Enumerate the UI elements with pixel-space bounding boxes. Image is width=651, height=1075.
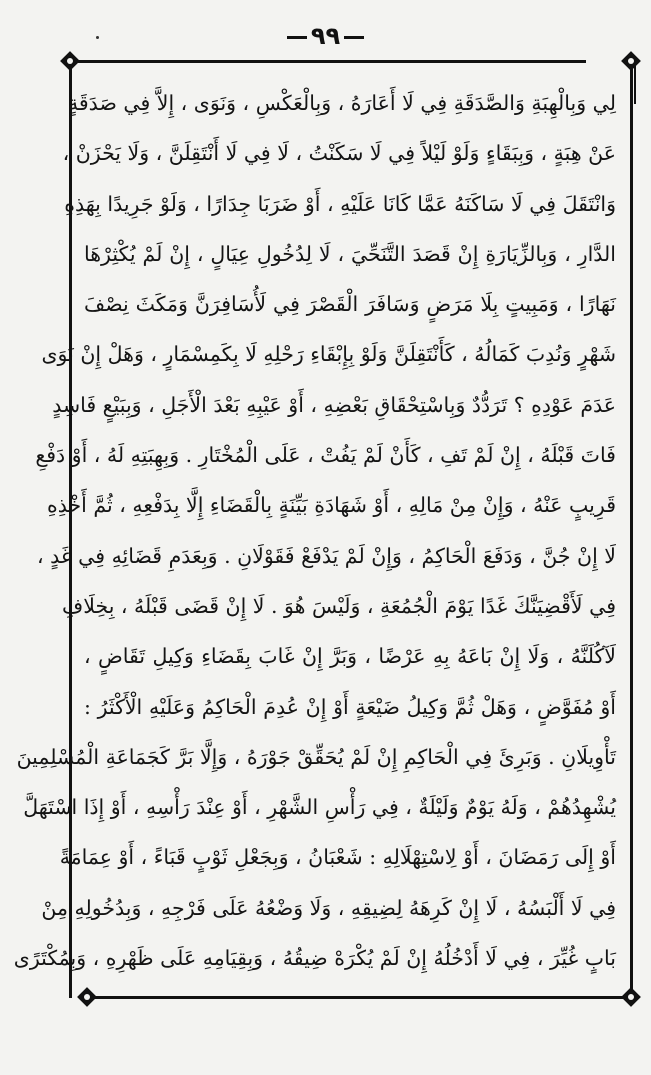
page-number-dash-left	[287, 36, 307, 39]
text-line-11: فِي لَأَقْضِيَنَّكَ غَدًا يَوْمَ الْجُمُعَةِ ، وَلَيْسَ هُوَ . لَا إِنْ قَضَى قَبْلَهُ ، بِخِلَافِ	[61, 593, 616, 618]
text-line-2: عَنْ هِبَةٍ ، وَبِبَقَاءٍ وَلَوْ لَيْلاً فِي لَا سَكَنْتُ ، لَا فِي لَا أَنْتَقِلَنَّ ، وَلَا يَحْزَنْ ،	[62, 141, 616, 166]
text-line-1: لِي وَبِالْهِبَةِ وَالصَّدَقَةِ فِي لَا أَعَارَهُ ، وَبِالْعَكْسِ ، وَنَوَى ، إِلاَّ فِي صَدَقَةٍ	[67, 91, 616, 115]
text-line-13: أَوْ مُفَوَّضٍ ، وَهَلْ ثُمَّ وَكِيلُ ضَيْعَةٍ أَوْ إِنْ عُدِمَ الْحَاكِمُ وَعَلَيْهِ الْأَكْثَرُ :	[84, 694, 616, 719]
frame-corner-ornament-top-left	[60, 51, 80, 71]
text-line-7: عَدَمَ عَوْدِهِ ؟ تَرَدُّدٌ وَبِاسْتِحْقَاقِ بَعْضِهِ ، أَوْ عَيْبِهِ بَعْدَ الْأَجَلِ ، وَبِبَيْعٍ فَاسِدٍ	[52, 392, 616, 417]
page-number: ٩٩	[310, 22, 341, 50]
text-line-17: فِي لَا أَلْبَسُهُ ، لَا إِنْ كَرِهَهُ لِضِيقِهِ ، وَلَا وَضْعُهُ عَلَى فَرْجِهِ ، وَبِدُخُولِهِ مِنْ	[41, 895, 616, 920]
text-line-12: لَآكُلَنَّهُ ، وَلَا إِنْ بَاعَهُ بِهِ عَرْضًا ، وَبَرَّ إِنْ غَابَ بِقَضَاءِ وَكِيلِ تَقَاضٍ ،	[84, 644, 616, 669]
arabic-body-text	[13, 78, 616, 983]
frame-right-border	[630, 62, 633, 998]
frame-bottom-border	[88, 996, 630, 999]
frame-corner-ornament-bottom-right	[621, 987, 641, 1007]
page-number-dash-right	[344, 36, 364, 39]
frame-corner-ornament-bottom-left	[77, 987, 97, 1007]
frame-right-inner-mark	[634, 64, 636, 104]
text-line-15: يُشْهِدُهُمْ ، وَلَهُ يَوْمٌ وَلَيْلَةٌ ، فِي رَأْسِ الشَّهْرِ ، أَوْ عِنْدَ رَأْسِهِ ، أَوْ إِذَا اسْتَهَلَّ	[23, 795, 616, 820]
text-line-4: الدَّارِ ، وَبِالزِّيَارَةِ إِنْ قَصَدَ التَّنَحِّيَ ، لَا لِدُخُولِ عِيَالٍ ، إِنْ لَمْ يُكْثِرْهَا	[84, 241, 616, 266]
text-line-14: تَأْوِيلَانِ . وَبَرِئَ فِي الْحَاكِمِ إِنْ لَمْ يُحَقِّقْ جَوْرَهُ ، وَإِلَّا بَرَّ كَجَمَاعَةِ الْمُسْلِمِينَ	[16, 744, 616, 769]
text-line-8: فَاتَ قَبْلَهُ ، إِنْ لَمْ تَفِ ، كَأَنْ لَمْ يَفُتْ ، عَلَى الْمُخْتَارِ . وَبِهِبَتِهِ لَهُ ، أَوْ دَفْعِ	[35, 443, 616, 468]
frame-corner-ornament-top-right	[621, 51, 641, 71]
text-line-3: وَانْتَقَلَ فِي لَا سَاكَنَهُ عَمَّا كَانَا عَلَيْهِ ، أَوْ ضَرَبَا جِدَارًا ، وَلَوْ جَرِيدًا بِهَذِهِ	[64, 191, 616, 216]
text-line-16: أَوْ إِلَى رَمَضَانَ ، أَوْ لِاسْتِهْلَالِهِ : شَعْبَانُ ، وَبِجَعْلِ ثَوْبٍ قَبَاءً ، أَوْ عِمَامَةً	[59, 845, 616, 870]
text-line-9: قَرِيبٍ عَنْهُ ، وَإِنْ مِنْ مَالِهِ ، أَوْ شَهَادَةِ بَيِّنَةٍ بِالْقَضَاءِ إِلَّا بِدَفْعِهِ ، ثُمَّ أَخْذِهِ	[46, 493, 616, 518]
text-line-5: نَهَارًا ، وَمَبِيتٍ بِلَا مَرَضٍ وَسَافَرَ الْقَصْرَ فِي لَأُسَافِرَنَّ وَمَكَثَ نِصْفَ	[84, 292, 616, 317]
page-number-header	[0, 22, 651, 50]
frame-top-border	[72, 60, 586, 63]
text-line-6: شَهْرٍ وَنُدِبَ كَمَالُهُ ، كَأَنْتَقِلَنَّ وَلَوْ بِإِبْقَاءِ رَحْلِهِ لَا بِكَمِسْمَارٍ ، وَهَلْ إِنْ نَوَى	[41, 342, 616, 367]
text-line-10: لَا إِنْ جُنَّ ، وَدَفَعَ الْحَاكِمُ ، وَإِنْ لَمْ يَدْفَعْ فَقَوْلَانِ . وَبِعَدَمِ قَضَائِهِ فِي غَدٍ ،	[37, 543, 616, 568]
text-line-18: بَابٍ غُيِّرَ ، فِي لَا أَدْخُلُهُ إِنْ لَمْ يُكْرَهْ ضِيقُهُ ، وَبِقِيَامِهِ عَلَى ظَهْرِهِ ، وَبِمُكْتَرًى	[13, 946, 616, 971]
